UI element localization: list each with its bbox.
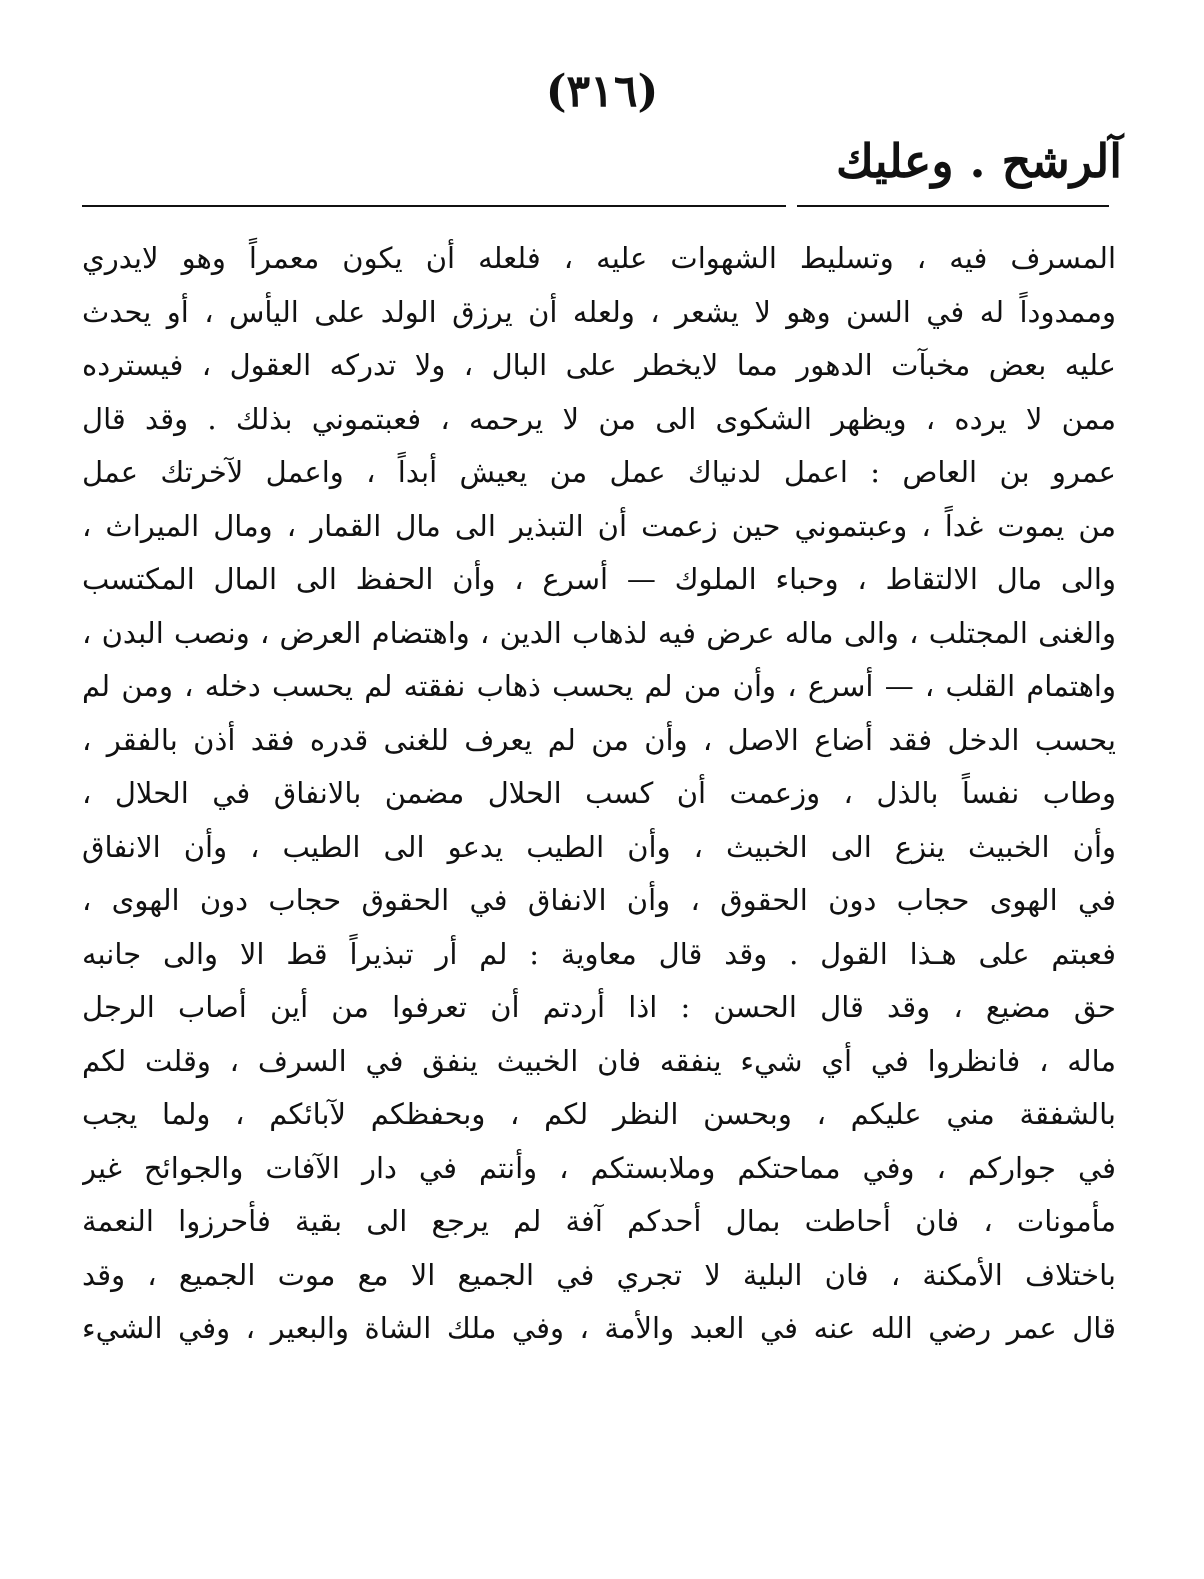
text-line: يحسب الدخل فقد أضاع الاصل ، وأن من لم يعرف للغنى قدره فقد أذن بالفقر ، (82, 722, 1116, 757)
text-line: عمرو بن العاص : اعمل لدنياك عمل من يعيش أبداً ، واعمل لآخرتك عمل (82, 455, 1116, 489)
text-line: مأمونات ، فان أحاطت بمال أحدكم آفة لم يرجع الى بقية فأحرزوا النعمة (82, 1204, 1116, 1238)
text-line: باختلاف الأمكنة ، فان البلية لا تجري في الجميع الا مع موت الجميع ، وقد (82, 1257, 1116, 1292)
text-line: المسرف فيه ، وتسليط الشهوات عليه ، فلعله أن يكون معمراً وهو لايدري (82, 241, 1116, 275)
page-number: (٣١٦) (545, 66, 659, 117)
text-line: وممدوداً له في السن وهو لا يشعر ، ولعله أن يرزق الولد على اليأس ، أو يحدث (82, 294, 1116, 329)
text-line: والغنى المجتلب ، والى ماله عرض فيه لذهاب الدين ، واهتضام العرض ، ونصب البدن ، (82, 615, 1116, 650)
text-line: والى مال الالتقاط ، وحباء الملوك — أسرع ، وأن الحفظ الى المال المكتسب (82, 562, 1116, 596)
text-line: حق مضيع ، وقد قال الحسن : اذا أردتم أن تعرفوا من أين أصاب الرجل (82, 990, 1116, 1024)
text-line: وطاب نفساً بالذل ، وزعمت أن كسب الحلال مضمن بالانفاق في الحلال ، (82, 776, 1116, 810)
text-line: واهتمام القلب ، — أسرع ، وأن من لم يحسب ذهاب نفقته لم يحسب دخله ، ومن لم (82, 669, 1116, 703)
text-line: في الهوى حجاب دون الحقوق ، وأن الانفاق في الحقوق حجاب دون الهوى ، (82, 883, 1116, 917)
text-line: فعبتم على هـذا القول . وقد قال معاوية : لم أر تبذيراً قط الا والى جانبه (82, 936, 1116, 971)
text-line: بالشفقة مني عليكم ، وبحسن النظر لكم ، وبحفظكم لآبائكم ، ولما يجب (82, 1097, 1116, 1131)
header-rule-left (82, 205, 786, 207)
text-line: عليه بعض مخبآت الدهور مما لايخطر على البال ، ولا تدركه العقول ، فيسترده (82, 348, 1116, 382)
text-line: ماله ، فانظروا في أي شيء ينفقه فان الخبيث ينفق في السرف ، وقلت لكم (82, 1043, 1116, 1078)
body-text (82, 232, 1116, 1356)
text-line: من يموت غداً ، وعبتموني حين زعمت أن التبذير الى مال القمار ، ومال الميراث ، (82, 508, 1116, 543)
text-line: في جواركم ، وفي مماحتكم وملابستكم ، وأنتم في دار الآفات والجوائح غير (82, 1150, 1116, 1185)
text-line: ممن لا يرده ، ويظهر الشكوى الى من لا يرحمه ، فعبتموني بذلك . وقد قال (82, 401, 1116, 436)
running-head: آلرشح . وعليك (836, 134, 1122, 188)
header-rule-right (797, 205, 1109, 207)
text-line: قال عمر رضي الله عنه في العبد والأمة ، وفي ملك الشاة والبعير ، وفي الشيء (82, 1311, 1116, 1345)
text-line: وأن الخبيث ينزع الى الخبيث ، وأن الطيب يدعو الى الطيب ، وأن الانفاق (82, 829, 1116, 864)
